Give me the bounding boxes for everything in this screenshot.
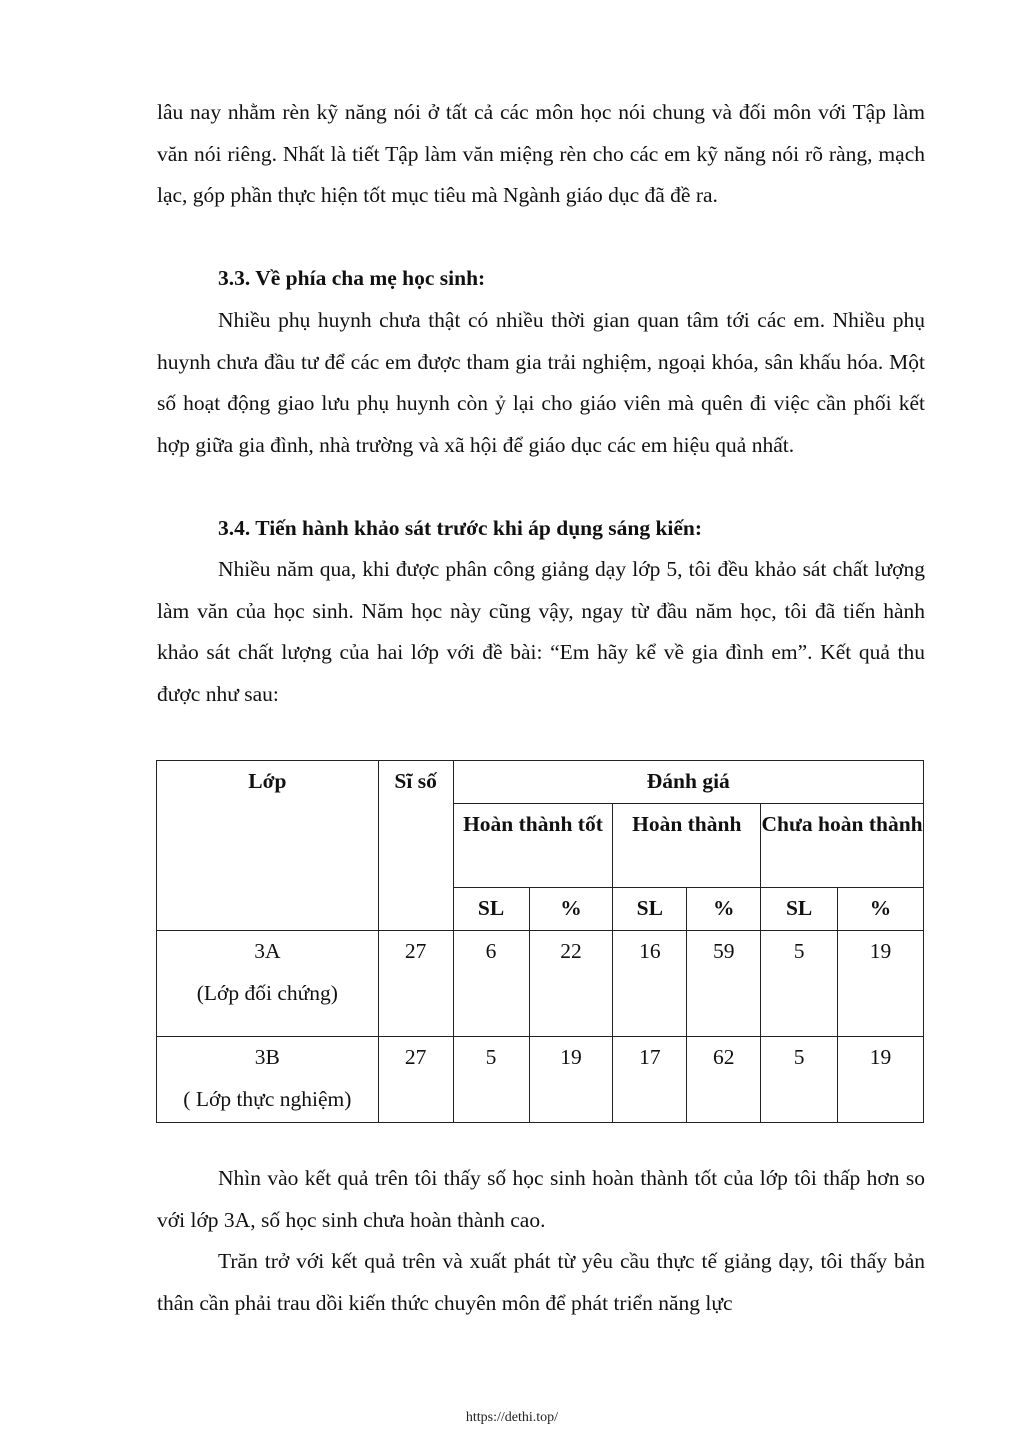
class-note: (Lớp đối chứng) <box>196 980 338 1005</box>
class-note: ( Lớp thực nghiệm) <box>183 1086 352 1111</box>
class-size-cell: 27 <box>378 931 453 1037</box>
value-cell: 5 <box>761 1037 838 1123</box>
class-cell <box>157 1037 379 1123</box>
value-cell: 19 <box>838 1037 924 1123</box>
header-percent: % <box>529 888 613 931</box>
section-heading-3-4: 3.4. Tiến hành khảo sát trước khi áp dụng sáng kiến: <box>218 516 703 540</box>
class-name: 3A <box>254 939 281 963</box>
class-size-cell: 27 <box>378 1037 453 1123</box>
header-sl: SL <box>453 888 529 931</box>
value-cell: 19 <box>529 1037 613 1123</box>
paragraph-intro: lâu nay nhằm rèn kỹ năng nói ở tất cả các môn học nói chung và đối môn với Tập làm văn nói riêng. Nhất là tiết Tập làm văn miệng rèn cho các em kỹ năng nói rõ ràng, mạch lạc, góp phần thực hiện tốt mục tiêu mà Ngành giáo dục đã đề ra. <box>157 100 925 207</box>
header-not-completed: Chưa hoàn thành <box>761 804 924 888</box>
header-evaluation: Đánh giá <box>453 761 923 804</box>
class-cell <box>157 931 379 1037</box>
header-class-size: Sĩ số <box>378 761 453 931</box>
class-name: 3B <box>254 1045 280 1069</box>
section-heading-3-3: 3.3. Về phía cha mẹ học sinh: <box>218 266 486 290</box>
value-cell: 19 <box>838 931 924 1037</box>
header-percent: % <box>687 888 761 931</box>
value-cell: 5 <box>453 1037 529 1123</box>
value-cell: 6 <box>453 931 529 1037</box>
header-percent: % <box>838 888 924 931</box>
footer-url: https://dethi.top/ <box>465 1410 559 1425</box>
header-excellent: Hoàn thành tốt <box>453 804 613 888</box>
value-cell: 17 <box>613 1037 687 1123</box>
table-row <box>157 931 924 1037</box>
value-cell: 16 <box>613 931 687 1037</box>
paragraph-result-analysis: Nhìn vào kết quả trên tôi thấy số học sinh hoàn thành tốt của lớp tôi thấp hơn so với lớp 3A, số học sinh chưa hoàn thành cao. <box>157 1166 925 1232</box>
header-sl: SL <box>761 888 838 931</box>
header-completed: Hoàn thành <box>613 804 761 888</box>
value-cell: 22 <box>529 931 613 1037</box>
table-row <box>157 1037 924 1123</box>
value-cell: 62 <box>687 1037 761 1123</box>
paragraph-parents: Nhiều phụ huynh chưa thật có nhiều thời gian quan tâm tới các em. Nhiều phụ huynh chưa đầu tư để các em được tham gia trải nghiệm, ngoại khóa, sân khấu hóa. Một số hoạt động giao lưu phụ huynh còn ỷ lại cho giáo viên mà quên đi việc cần phối kết hợp giữa gia đình, nhà trường và xã hội để giáo dục các em hiệu quả nhất. <box>157 308 925 457</box>
header-class: Lớp <box>157 761 379 931</box>
paragraph-survey: Nhiều năm qua, khi được phân công giảng dạy lớp 5, tôi đều khảo sát chất lượng làm văn của học sinh. Năm học này cũng vậy, ngay từ đầu năm học, tôi đã tiến hành khảo sát chất lượng của hai lớp với đề bài: “Em hãy kể về gia đình em”. Kết quả thu được như sau: <box>157 557 925 706</box>
survey-results-table <box>156 760 924 1123</box>
paragraph-reflection: Trăn trở với kết quả trên và xuất phát từ yêu cầu thực tế giảng dạy, tôi thấy bản thân cần phải trau dồi kiến thức chuyên môn để phát triển năng lực <box>157 1249 925 1315</box>
value-cell: 59 <box>687 931 761 1037</box>
value-cell: 5 <box>761 931 838 1037</box>
header-sl: SL <box>613 888 687 931</box>
